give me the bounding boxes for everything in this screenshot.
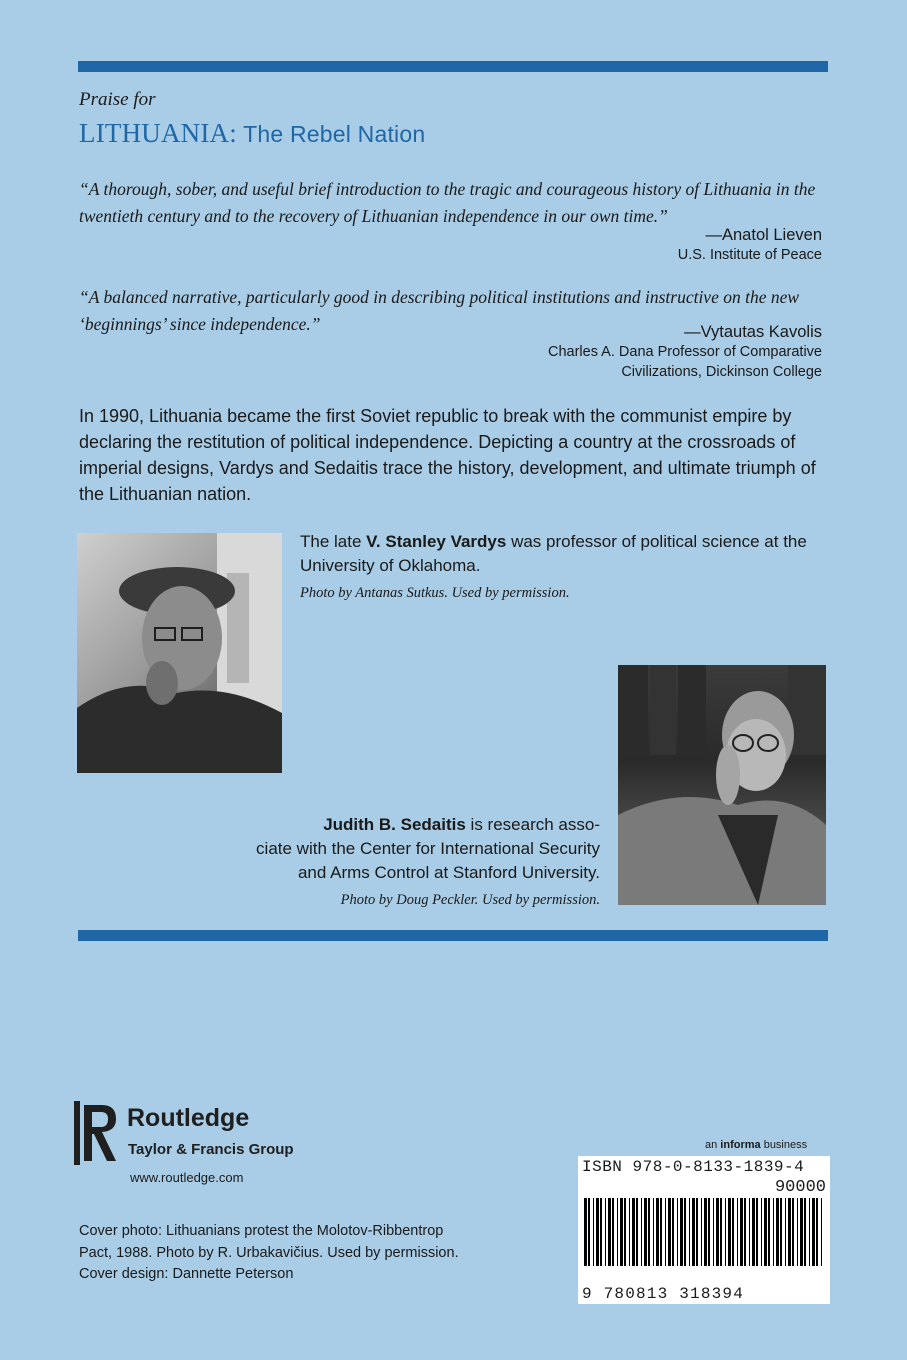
barcode-bar (605, 1198, 606, 1266)
barcode-bar (800, 1198, 803, 1266)
author-bio-vardys (300, 530, 820, 604)
bio-text: ciate with the Center for International Security (256, 839, 600, 858)
barcode-bar (725, 1198, 726, 1266)
attribution-affiliation: Charles A. Dana Professor of Comparative (547, 344, 822, 360)
barcode-bar (608, 1198, 611, 1266)
barcode-bar (596, 1198, 599, 1266)
attribution-name: —Anatol Lieven (705, 226, 822, 244)
barcode-bar (744, 1198, 746, 1266)
bio-body: was professor of political science at the University of Oklahoma. (300, 532, 807, 575)
informa-suffix: business (760, 1139, 808, 1151)
attribution-affiliation: U.S. Institute of Peace (677, 247, 822, 263)
barcode-bar (812, 1198, 815, 1266)
barcode-bar (680, 1198, 683, 1266)
barcode-bar (821, 1198, 822, 1266)
barcode-digits: 9 780813 318394 (582, 1285, 745, 1303)
barcode-bar (636, 1198, 638, 1266)
book-title (79, 118, 425, 149)
barcode-bar (668, 1198, 671, 1266)
barcode-bar (701, 1198, 702, 1266)
barcode-bar (720, 1198, 722, 1266)
attribution-name: —Vytautas Kavolis (684, 323, 822, 341)
barcode-bar (684, 1198, 686, 1266)
top-rule (78, 61, 828, 72)
barcode-bar (749, 1198, 750, 1266)
praise-for-label: Praise for (79, 89, 156, 110)
barcode-bar (788, 1198, 791, 1266)
informa-brand: informa (720, 1139, 761, 1151)
barcode-bar (716, 1198, 719, 1266)
bio-text (160, 813, 600, 837)
isbn-label: ISBN 978-0-8133-1839-4 (582, 1158, 805, 1176)
quote-kavolis: “A balanced narrative, particularly good in describing political institutions and instructive on the new ‘beginnings’ since independence.” (79, 287, 800, 334)
barcode-bar (704, 1198, 707, 1266)
barcode-bar (785, 1198, 786, 1266)
barcode-bar (600, 1198, 602, 1266)
informa-prefix: an (705, 1139, 721, 1151)
barcode-bar (588, 1198, 590, 1266)
barcode-bar (756, 1198, 758, 1266)
bio-prefix: The late (300, 532, 367, 551)
cover-credit-line: Pact, 1988. Photo by R. Urbakavičius. Used by permission. (79, 1244, 459, 1261)
barcode-bar (752, 1198, 755, 1266)
barcode-icon (582, 1198, 826, 1284)
barcode-bar (624, 1198, 626, 1266)
barcode-bar (677, 1198, 678, 1266)
barcode-bar (737, 1198, 738, 1266)
isbn-barcode-block (578, 1156, 830, 1304)
author-bio-sedaitis (160, 813, 600, 911)
barcode-bar (696, 1198, 698, 1266)
price-code: 90000 (774, 1178, 826, 1197)
routledge-logo-icon (74, 1101, 120, 1165)
barcode-bar (732, 1198, 734, 1266)
barcode-bar (708, 1198, 710, 1266)
barcode-bar (692, 1198, 695, 1266)
barcode-bar (764, 1198, 767, 1266)
barcode-bar (648, 1198, 650, 1266)
barcode-bar (612, 1198, 614, 1266)
photo-credit: Photo by Antanas Sutkus. Used by permission. (300, 585, 570, 601)
barcode-bar (584, 1198, 587, 1266)
barcode-bar (641, 1198, 642, 1266)
bio-body: is research asso- (465, 815, 600, 834)
attribution-affiliation: Civilizations, Dickinson College (621, 364, 822, 380)
author-name: Judith B. Sedaitis (323, 815, 466, 834)
barcode-bar (593, 1198, 594, 1266)
informa-tagline (705, 1139, 807, 1151)
barcode-bar (816, 1198, 818, 1266)
book-description: In 1990, Lithuania became the first Soviet republic to break with the communist empire by declaring the restitution of political independence. Depicting a country at the crossroads of imperial designs, Vardys and Sedaitis trace the history, development, and ultimate triumph of the Lithuanian nation. (79, 406, 816, 504)
cover-credit-line: Cover design: Dannette Peterson (79, 1266, 294, 1282)
barcode-bar (656, 1198, 659, 1266)
barcode-bar (797, 1198, 798, 1266)
photo-credit: Photo by Doug Peckler. Used by permission. (340, 892, 600, 908)
publisher-name: Routledge (127, 1104, 250, 1132)
book-title-sub: The Rebel Nation (236, 121, 426, 147)
author-photo-sedaitis (618, 665, 826, 905)
barcode-bar (776, 1198, 779, 1266)
barcode-bar (629, 1198, 630, 1266)
barcode-bar (740, 1198, 743, 1266)
cover-credits (79, 1221, 549, 1286)
attribution-kavolis (548, 323, 822, 382)
barcode-bar (620, 1198, 623, 1266)
middle-rule (78, 930, 828, 941)
author-photo-vardys (77, 533, 282, 773)
author-name: V. Stanley Vardys (366, 532, 507, 551)
barcode-bar (713, 1198, 714, 1266)
barcode-bar (632, 1198, 635, 1266)
barcode-bar (653, 1198, 654, 1266)
barcode-bar (804, 1198, 806, 1266)
barcode-bar (672, 1198, 674, 1266)
barcode-bar (773, 1198, 774, 1266)
bio-text (300, 530, 820, 578)
publisher-group: Taylor & Francis Group (128, 1141, 294, 1158)
publisher-url: www.routledge.com (130, 1170, 244, 1185)
barcode-bar (780, 1198, 782, 1266)
barcode-bar (617, 1198, 618, 1266)
attribution-lieven (678, 226, 822, 265)
barcode-bar (660, 1198, 662, 1266)
barcode-bar (809, 1198, 810, 1266)
barcode-bar (689, 1198, 690, 1266)
barcode-bar (665, 1198, 666, 1266)
barcode-bar (761, 1198, 762, 1266)
book-title-main: LITHUANIA: (79, 118, 237, 148)
cover-credit-line: Cover photo: Lithuanians protest the Molotov-Ribbentrop (79, 1223, 444, 1239)
quote-lieven: “A thorough, sober, and useful brief introduction to the tragic and courageous history of Lithuania in the twentieth century and to the recovery of Lithuanian independence in our own time.” (79, 179, 816, 226)
barcode-bar (644, 1198, 647, 1266)
barcode-bar (728, 1198, 731, 1266)
barcode-bar (768, 1198, 770, 1266)
barcode-bar (792, 1198, 794, 1266)
bio-text: and Arms Control at Stanford University. (297, 863, 600, 882)
